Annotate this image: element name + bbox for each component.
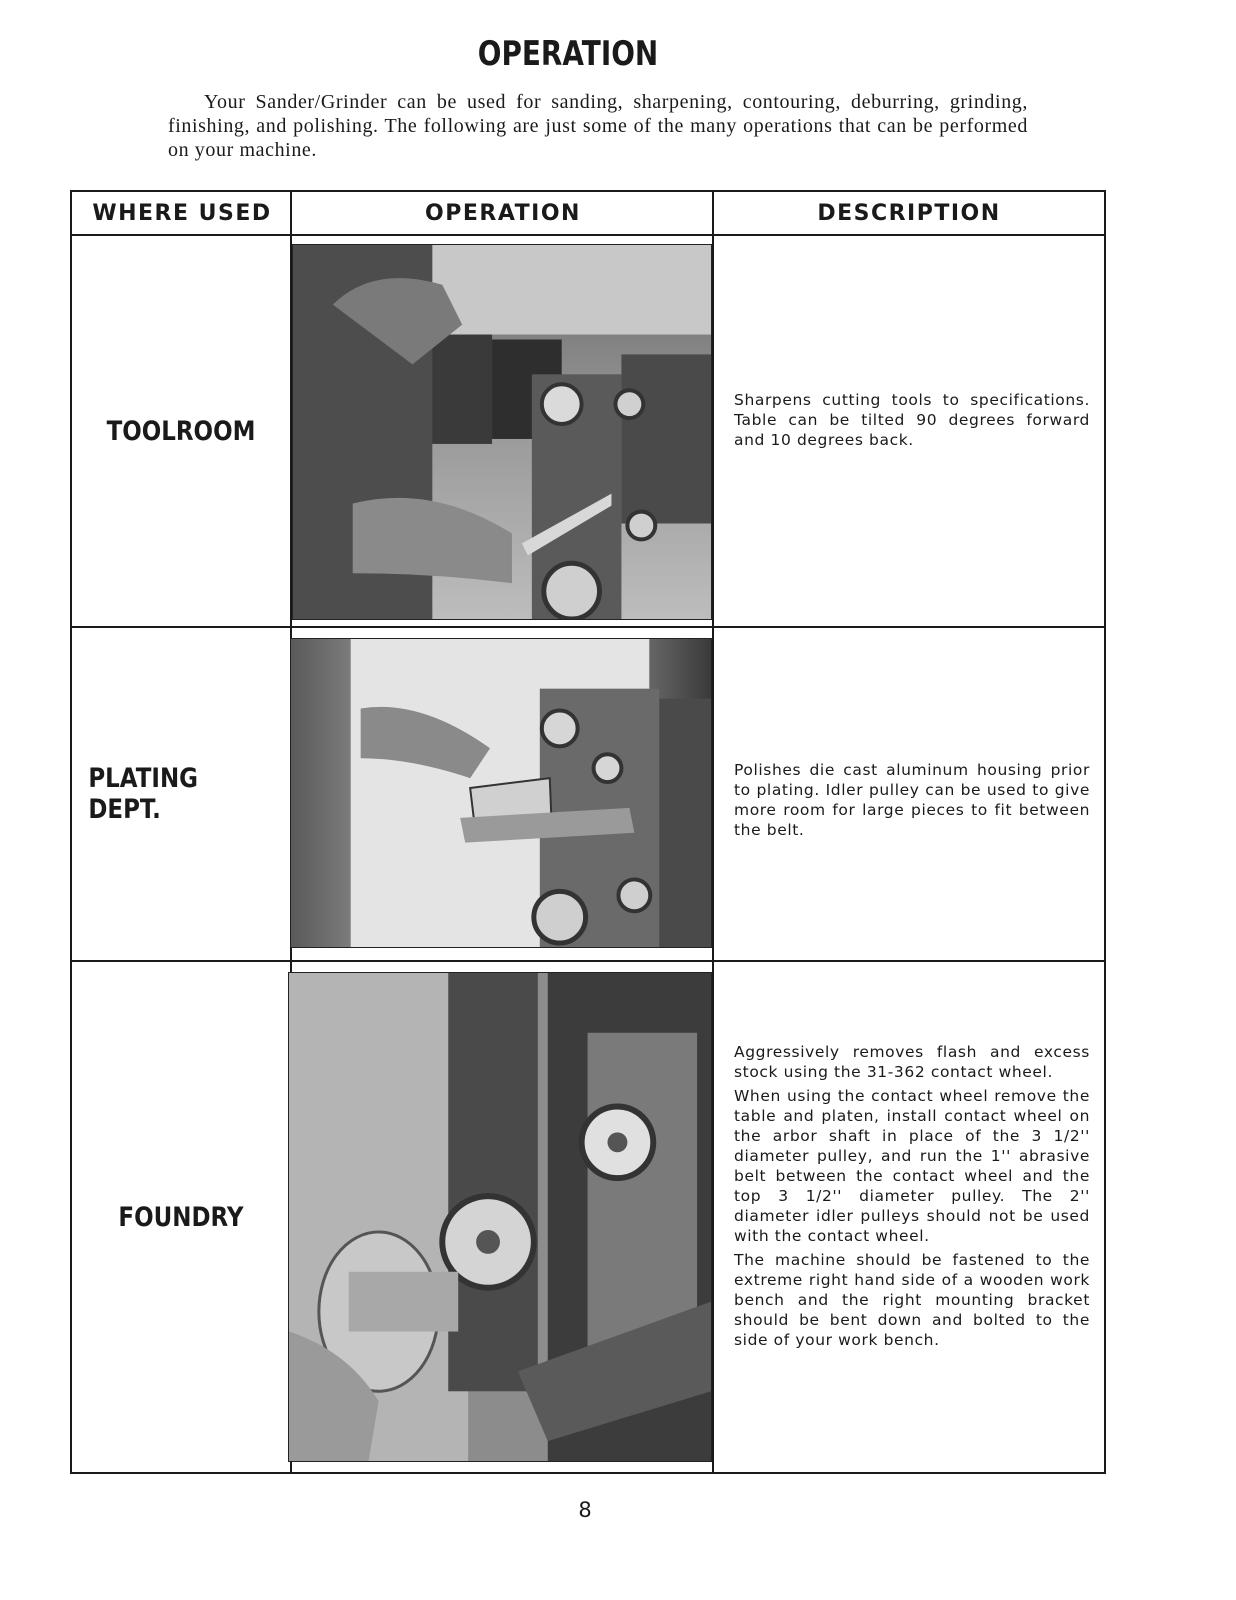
- operations-table: [70, 190, 1106, 1474]
- where-used-plating-dept: PLATING DEPT.: [88, 763, 199, 825]
- toolroom-photo-image: [293, 245, 711, 619]
- description-plating-dept: [734, 760, 1090, 844]
- photo-foundry: [288, 972, 712, 1462]
- intro-paragraph: [168, 90, 1028, 162]
- photo-plating-dept: [290, 638, 712, 948]
- description-foundry-text-3: The machine should be fastened to the extreme right hand side of a wooden work bench and the right mounting bracket should be bent down and bolted to the side of your work bench.: [734, 1251, 1090, 1349]
- description-plating-dept-text: Polishes die cast aluminum housing prior to plating. Idler pulley can be used to give more room for large pieces to fit between the belt.: [734, 761, 1090, 839]
- description-foundry: [734, 1042, 1090, 1354]
- description-toolroom: [734, 390, 1090, 454]
- intro-text: Your Sander/Grinder can be used for sanding, sharpening, contouring, deburring, grinding, finishing, and polishing. The following are just some of the many operations that can be performed on your machine.: [168, 91, 1028, 161]
- where-used-toolroom: TOOLROOM: [106, 415, 256, 447]
- header-description: DESCRIPTION: [714, 192, 1104, 236]
- foundry-photo-image: [289, 973, 711, 1461]
- description-toolroom-text: Sharpens cutting tools to specifications. Table can be tilted 90 degrees forward and 10 degrees back.: [734, 391, 1090, 449]
- plating-photo-image: [291, 639, 711, 947]
- page-number: 8: [578, 1498, 592, 1522]
- photo-toolroom: [292, 244, 712, 620]
- column-divider: [712, 192, 714, 1472]
- description-foundry-text-2: When using the contact wheel remove the table and platen, install contact wheel on the arbor shaft in place of the 3 1/2'' diameter pulley, and run the 1'' abrasive belt between the contact wheel and the top 3 1/2'' diameter pulley. The 2'' diameter idler pulleys should not be used with the contact wheel.: [734, 1087, 1090, 1245]
- description-foundry-text-1: Aggressively removes flash and excess stock using the 31-362 contact wheel.: [734, 1043, 1090, 1081]
- header-operation: OPERATION: [292, 192, 714, 236]
- header-where-used: WHERE USED: [72, 192, 292, 236]
- page-title: OPERATION: [477, 34, 659, 74]
- where-used-foundry: FOUNDRY: [118, 1201, 244, 1233]
